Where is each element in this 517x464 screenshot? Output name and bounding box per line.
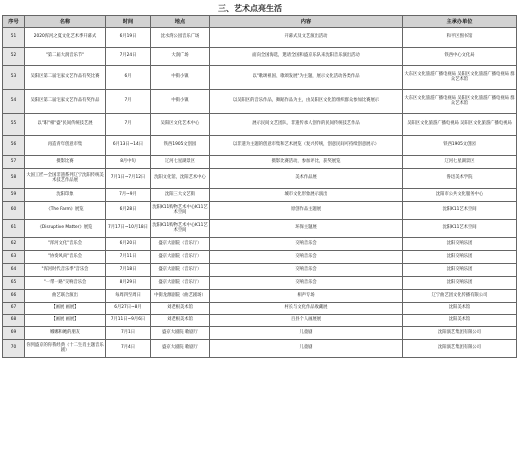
cell-content: 儿童剧 [210, 340, 403, 358]
cell-org: 沈阳交响乐团 [403, 251, 517, 264]
cell-content: 城市文化形象展示演出 [210, 189, 403, 202]
cell-no: 59 [3, 189, 25, 202]
cell-content: 原创作品主题展 [210, 202, 403, 220]
cell-place: 盛京大剧院 歌剧厅 [151, 340, 210, 358]
table-row [3, 48, 517, 66]
cell-place: 中街龙源剧院（曲艺剧场） [151, 290, 210, 303]
table-row [3, 202, 517, 220]
cell-name: 吴阳区第二届宅家文艺作品有奖比赛 [25, 66, 106, 90]
table-row [3, 303, 517, 315]
cell-place: 盛京大剧院（音乐厅） [151, 264, 210, 277]
cell-content: 摄影比赛活动，参加评比，获奖展览 [210, 156, 403, 169]
cell-content: 以非遗为主题的创意市集和艺术展览（复兴传统，创意民间可持续创意展示） [210, 136, 403, 156]
cell-name: "浑河时代音乐季"音乐会 [25, 264, 106, 277]
cell-org: 铁西1905文创园 [403, 136, 517, 156]
cell-place: 盛京大剧院（音乐厅） [151, 277, 210, 290]
cell-content: 以吴阳区的音乐作品，舞蹈作品为主，由吴阳区文化馆组织群众参加比赛展示 [210, 90, 403, 114]
table-row [3, 251, 517, 264]
cell-name: 曲艺联合演出 [25, 290, 106, 303]
cell-name: "一带一路"交响音乐会 [25, 277, 106, 290]
table-row [3, 66, 517, 90]
cell-name: 以"职"相"盛"民间传统技艺展 [25, 114, 106, 136]
cell-no: 51 [3, 28, 25, 48]
table-row [3, 28, 517, 48]
cell-org: 鲁迅美术学院 [403, 169, 517, 189]
header-name: 名称 [25, 16, 106, 28]
cell-org: 辽河七星湖景区 [403, 156, 517, 169]
cell-no: 54 [3, 90, 25, 114]
table-row [3, 238, 517, 251]
cell-content: 相声专场 [210, 290, 403, 303]
events-table [2, 15, 517, 358]
cell-org: 沈阳交响乐团 [403, 264, 517, 277]
cell-no: 68 [3, 315, 25, 327]
cell-place: 盛京大剧院（音乐厅） [151, 238, 210, 251]
cell-name: 《The Farm》展览 [25, 202, 106, 220]
cell-content: 以"歌颂祖国、歌颂发展"为主题，展示文化活动各类作品 [210, 66, 403, 90]
cell-name: 【画展 画展】 [25, 315, 106, 327]
cell-content: 交响音乐会 [210, 264, 403, 277]
cell-org: 沈阳市公共文化服务中心 [403, 189, 517, 202]
cell-no: 60 [3, 202, 25, 220]
cell-no: 65 [3, 277, 25, 290]
cell-time: 7月~9月 [106, 189, 151, 202]
cell-time: 6月13日~14日 [106, 136, 151, 156]
cell-time: 6月20日 [106, 238, 151, 251]
cell-no: 66 [3, 290, 25, 303]
cell-org: 辽宁曲艺团文化传播有限公司 [403, 290, 517, 303]
cell-content: 开幕式及文艺演出活动 [210, 28, 403, 48]
table-row [3, 90, 517, 114]
cell-org: 沈阳K11艺术空间 [403, 220, 517, 238]
cell-name: 再造青年创意市集 [25, 136, 106, 156]
cell-org: 铁西中心文化局 [403, 48, 517, 66]
cell-no: 63 [3, 251, 25, 264]
table-row [3, 315, 517, 327]
cell-name: 摄影比赛 [25, 156, 106, 169]
cell-no: 57 [3, 156, 25, 169]
cell-place: 沈阳K11购物艺术中心K11艺术空间 [151, 220, 210, 238]
header-time: 时间 [106, 16, 151, 28]
cell-name: "浑河文化"音乐会 [25, 238, 106, 251]
cell-time: 7月24日 [106, 48, 151, 66]
cell-no: 69 [3, 327, 25, 340]
table-row [3, 136, 517, 156]
cell-place: 沈水湾公园音乐广场 [151, 28, 210, 48]
cell-name: 吴阳区第二届宅家文艺作品有奖作品 [25, 90, 106, 114]
cell-place: 辽河七星湖景区 [151, 156, 210, 169]
cell-org: 大东区文化旅游广播电视局 吴阳区文化旅游广播电视局 群众艺术馆 [403, 66, 517, 90]
cell-no: 67 [3, 303, 25, 315]
cell-name: "协奏风尚"音乐会 [25, 251, 106, 264]
table-row [3, 220, 517, 238]
cell-org: 沈阳交响乐团 [403, 238, 517, 251]
cell-time: 7月 [106, 90, 151, 114]
table-row [3, 156, 517, 169]
cell-content: 展示民间文艺团队、非遗传承人创作的民间传统技艺作品 [210, 114, 403, 136]
table-row [3, 290, 517, 303]
cell-content: 面向全国海选，邀请全国和盛京乐队来沈阳音乐演出活动 [210, 48, 403, 66]
cell-org: 沈阳演艺集团有限公司 [403, 327, 517, 340]
cell-org: 沈阳美术馆 [403, 303, 517, 315]
cell-time: 6月 [106, 66, 151, 90]
table-row [3, 114, 517, 136]
cell-org: 沈阳交响乐团 [403, 277, 517, 290]
cell-place: 盛京大剧院 歌剧厅 [151, 327, 210, 340]
cell-time: 7月4日 [106, 340, 151, 358]
cell-time: 6月19日 [106, 28, 151, 48]
cell-name: 2020浑河之夏文化艺术季开幕式 [25, 28, 106, 48]
cell-place: 沈阳文化馆，沈阳艺术中心 [151, 169, 210, 189]
cell-no: 58 [3, 169, 25, 189]
cell-time: 6月28日 [106, 202, 151, 220]
table-row [3, 340, 517, 358]
cell-name: 娜娜和她的朋友 [25, 327, 106, 340]
header-no: 序号 [3, 16, 25, 28]
table-row [3, 169, 517, 189]
cell-content: 美术作品展 [210, 169, 403, 189]
cell-org: 沈阳美术馆 [403, 315, 517, 327]
cell-no: 62 [3, 238, 25, 251]
cell-place: 沈阳三大文艺街 [151, 189, 210, 202]
table-row [3, 327, 517, 340]
cell-time: 8月中旬 [106, 156, 151, 169]
cell-name: 大国工匠—全国非遗系列辽宁沈阳传统美术技艺作品展 [25, 169, 106, 189]
cell-place: 中街小镇 [151, 66, 210, 90]
cell-time: 7月 [106, 114, 151, 136]
cell-org: 和平区图书馆 [403, 28, 517, 48]
cell-name: 【画展 画展】 [25, 303, 106, 315]
cell-time: 7月11日~9月6日 [106, 315, 151, 327]
table-row [3, 277, 517, 290]
cell-no: 53 [3, 66, 25, 90]
cell-time: 8月29日 [106, 277, 151, 290]
cell-time: 6月27日~8月 [106, 303, 151, 315]
cell-time: 7月1日 [106, 327, 151, 340]
cell-name: 你到盛京的你我经典（十二生肖主题音乐剧） [25, 340, 106, 358]
cell-name: 沈阳印象 [25, 189, 106, 202]
cell-content: 村长与文化作品收藏展 [210, 303, 403, 315]
cell-place: 盛京大剧院（音乐厅） [151, 251, 210, 264]
cell-org: 沈阳K11艺术空间 [403, 202, 517, 220]
cell-time: 7月17日~10月18日 [106, 220, 151, 238]
cell-content: 交响音乐会 [210, 251, 403, 264]
cell-no: 61 [3, 220, 25, 238]
cell-no: 56 [3, 136, 25, 156]
cell-content: 交响音乐会 [210, 238, 403, 251]
cell-place: 吴阳区文化艺术中心 [151, 114, 210, 136]
cell-place: 刘老根美术馆 [151, 315, 210, 327]
cell-place: 刘老根美术馆 [151, 303, 210, 315]
cell-place: 铁西1905文创园 [151, 136, 210, 156]
table-header-row [3, 16, 517, 28]
cell-time: 7月11日 [106, 251, 151, 264]
cell-no: 64 [3, 264, 25, 277]
header-org: 主承办单位 [403, 16, 517, 28]
table-body [3, 28, 517, 358]
cell-place: 大润广场 [151, 48, 210, 66]
table-row [3, 189, 517, 202]
cell-name: 《Disruptive Matter》展览 [25, 220, 106, 238]
cell-place: 沈阳K11购物艺术中心K11艺术空间 [151, 202, 210, 220]
header-place: 地点 [151, 16, 210, 28]
cell-org: 沈阳演艺集团有限公司 [403, 340, 517, 358]
cell-no: 55 [3, 114, 25, 136]
cell-time: 7月1日~7月12日 [106, 169, 151, 189]
cell-name: "第二届大润音乐节" [25, 48, 106, 66]
cell-org: 吴阳区文化旅游广播电视局 吴阳区文化旅游广播电视局 [403, 114, 517, 136]
cell-content: 交响音乐会 [210, 277, 403, 290]
cell-place: 中街小镇 [151, 90, 210, 114]
cell-time: 每周四至周日 [106, 290, 151, 303]
section-title: 三、艺术点亮生活 [218, 4, 282, 13]
cell-content: 儿童剧 [210, 327, 403, 340]
cell-no: 52 [3, 48, 25, 66]
cell-no: 70 [3, 340, 25, 358]
cell-content: 环保主题展 [210, 220, 403, 238]
table-row [3, 264, 517, 277]
cell-content: 百县个人画展展 [210, 315, 403, 327]
header-content: 内容 [210, 16, 403, 28]
cell-time: 7月18日 [106, 264, 151, 277]
cell-org: 大东区文化旅游广播电视局 吴阳区文化旅游广播电视局 群众艺术馆 [403, 90, 517, 114]
